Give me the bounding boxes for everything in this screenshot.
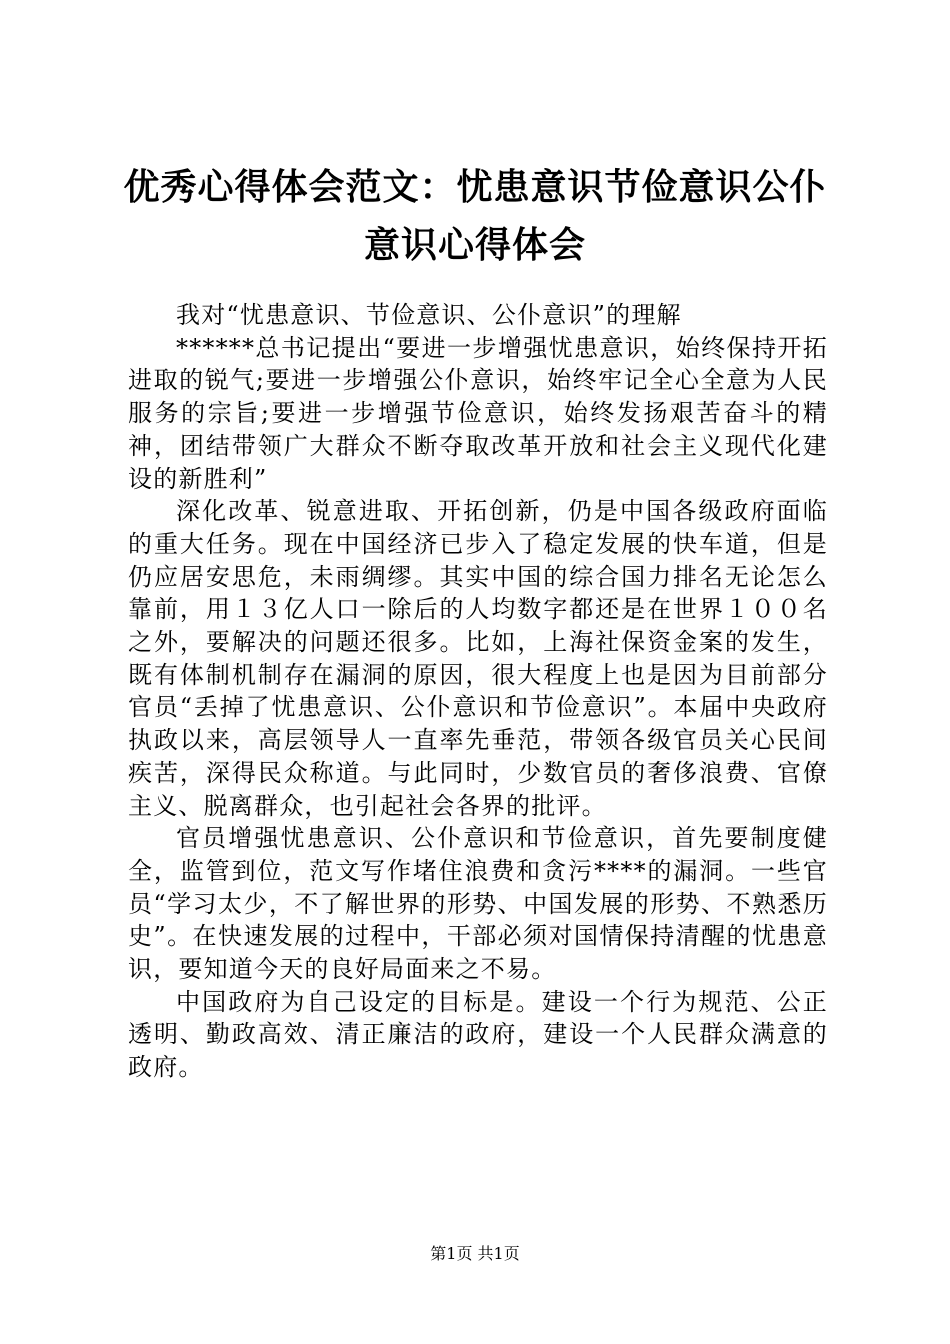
- paragraph-2: ******总书记提出“要进一步增强忧患意识，始终保持开拓进取的锐气;要进一步增强公仆意识，始终牢记全心全意为人民服务的宗旨;要进一步增强节俭意识，始终发扬艰苦奋斗的精神，团结带领广大群众不断夺取改革开放和社会主义现代化建设的新胜利”: [128, 333, 828, 493]
- paragraph-1: 我对“忧患意识、节俭意识、公仆意识”的理解: [176, 301, 682, 329]
- document-body: [128, 299, 828, 1084]
- page-number-footer: 第1页 共1页: [430, 1244, 520, 1263]
- paragraph-5: 中国政府为自己设定的目标是。建设一个行为规范、公正透明、勤政高效、清正廉洁的政府，建设一个人民群众满意的政府。: [128, 987, 828, 1082]
- paragraph-3: 深化改革、锐意进取、开拓创新，仍是中国各级政府面临的重大任务。现在中国经济已步入了稳定发展的快车道，但是仍应居安思危，未雨绸缪。其实中国的综合国力排名无论怎么靠前，用１３亿人口一除后的人均数字都还是在世界１００名之外，要解决的问题还很多。比如，上海社保资金案的发生，既有体制机制存在漏洞的原因，很大程度上也是因为目前部分官员“丢掉了忧患意识、公仆意识和节俭意识”。本届中央政府执政以来，高层领导人一直率先垂范，带领各级官员关心民间疾苦，深得民众称道。与此同时，少数官员的奢侈浪费、官僚主义、脱离群众，也引起社会各界的批评。: [128, 497, 828, 820]
- document-title: 优秀心得体会范文：忧患意识节俭意识公仆意识心得体会: [123, 166, 827, 266]
- paragraph-4: 官员增强忧患意识、公仆意识和节俭意识，首先要制度健全，监管到位，范文写作堵住浪费和贪污****的漏洞。一些官员“学习太少，不了解世界的形势、中国发展的形势、不熟悉历史”。在快速发展的过程中，干部必须对国情保持清醒的忧患意识，要知道今天的良好局面来之不易。: [128, 824, 828, 984]
